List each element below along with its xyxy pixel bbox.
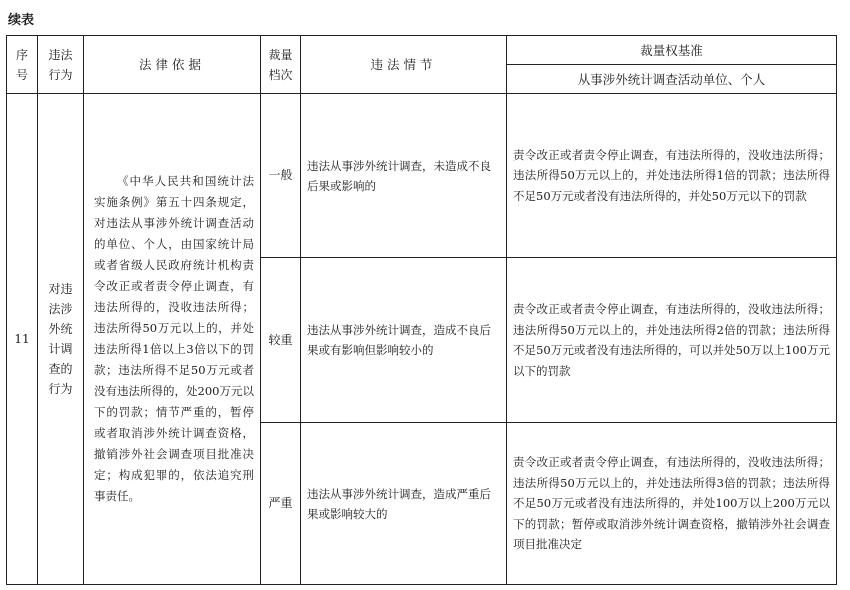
header-benchmark-sub: 从事涉外统计调查活动单位、个人 <box>507 65 837 94</box>
cell-facts-general: 违法从事涉外统计调查，未造成不良后果或影响的 <box>301 94 507 258</box>
cell-benchmark-severe: 责令改正或者责令停止调查，有违法所得的，没收违法所得；违法所得50万元以上的，并处违法所得3倍的罚款；违法所得不足50万元或者没有违法所得的，并处100万以上200万元以下的罚款；暂停或取消涉外统计调查资格，撤销涉外社会调查项目批准决定 <box>507 423 837 585</box>
legal-basis-text: 《中华人民共和国统计法实施条例》第五十四条规定，对违法从事涉外统计调查活动的单位、个人，由国家统计局或者省级人民政府统计机构责令改正或者责令停止调查，有违法所得的，没收违法所得；违法所得50万元以上的，并处违法所得1倍以上3倍以下的罚款；违法所得不足50万元或者没有违法所得的，处200万元以下的罚款；情节严重的，暂停或者取消涉外统计调查资格，撤销涉外社会调查项目批准决定；构成犯罪的，依法追究刑事责任。 <box>94 174 254 503</box>
cell-level-serious: 较重 <box>261 258 301 423</box>
header-basis: 法律依据 <box>84 36 261 94</box>
cell-behavior: 对违法涉外统计调查的行为 <box>38 94 84 585</box>
cell-benchmark-general: 责令改正或者责令停止调查，有违法所得的，没收违法所得；违法所得50万元以上的，并处违法所得1倍的罚款；违法所得不足50万元或者没有违法所得的，并处50万元以下的罚款 <box>507 94 837 258</box>
header-facts: 违法情节 <box>301 36 507 94</box>
cell-seq: 11 <box>7 94 38 585</box>
cell-level-severe: 严重 <box>261 423 301 585</box>
header-seq: 序号 <box>7 36 38 94</box>
cell-benchmark-serious: 责令改正或者责令停止调查，有违法所得的，没收违法所得；违法所得50万元以上的，并处违法所得2倍的罚款；违法所得不足50万元或者没有违法所得的，可以并处50万以上100万元以下的罚款 <box>507 258 837 423</box>
table-caption: 续表 <box>8 13 35 28</box>
penalty-benchmark-table <box>6 35 837 585</box>
header-benchmark: 裁量权基准 <box>507 36 837 65</box>
cell-level-general: 一般 <box>261 94 301 258</box>
cell-facts-severe: 违法从事涉外统计调查，造成严重后果或影响较大的 <box>301 423 507 585</box>
header-behavior: 违法行为 <box>38 36 84 94</box>
cell-facts-serious: 违法从事涉外统计调查，造成不良后果或有影响但影响较小的 <box>301 258 507 423</box>
header-level: 裁量档次 <box>261 36 301 94</box>
cell-legal-basis <box>84 94 261 585</box>
